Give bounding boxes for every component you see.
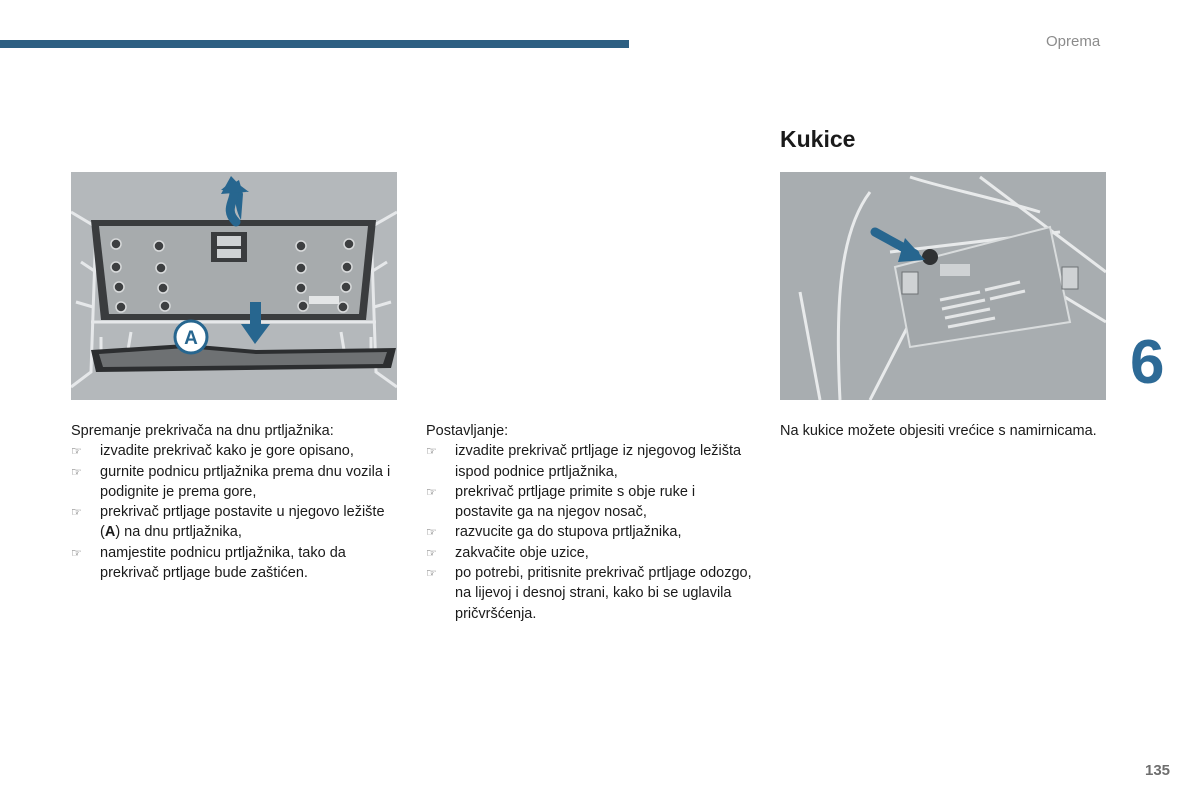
text-column-storage [71,421,401,583]
bullet-hand-icon: ☞ [426,545,437,560]
bullet-hand-icon: ☞ [426,484,437,499]
chapter-number: 6 [1130,328,1165,397]
bullet-hand-icon: ☞ [71,464,82,479]
list-item: ☞ izvadite prekrivač prtljage iz njegovog ležišta ispod podnice prtljažnika, [426,443,742,480]
installation-steps [426,441,756,624]
list-item: ☞ po potrebi, pritisnite prekrivač prtljage odozgo, na lijevoj i desnoj strani, kako bi se uglavila pričvršćenja. [426,565,752,622]
bullet-hand-icon: ☞ [426,566,437,581]
text-column-hooks [780,421,1110,441]
header-accent-bar [0,40,629,48]
storage-steps [71,441,401,583]
list-item: ☞ prekrivač prtljage postavite u njegovo ležište (A) na dnu prtljažnika, [71,504,385,541]
section-title: Oprema [1046,33,1101,50]
list-item: ☞ izvadite prekrivač kako je gore opisano, [71,441,401,461]
storage-intro: Spremanje prekrivača na dnu prtljažnika: [71,423,334,439]
text-column-installation [426,421,756,624]
list-item: ☞ zakvačite obje uzice, [426,543,756,563]
bullet-hand-icon: ☞ [71,444,82,459]
list-item: ☞ prekrivač prtljage primite s obje ruke i postavite ga na njegov nosač, [426,483,696,521]
trunk-hook-illustration [780,172,1106,400]
trunk-floor-illustration [71,172,397,400]
list-item: ☞ razvucite ga do stupova prtljažnika, [426,522,756,542]
callout-label-a: A [184,328,198,349]
installation-intro: Postavljanje: [426,423,509,439]
page-number: 135 [1145,762,1171,779]
bullet-hand-icon: ☞ [71,505,82,520]
hooks-description: Na kukice možete objesiti vrećice s namirnicama. [780,423,1097,439]
bullet-hand-icon: ☞ [426,444,437,459]
bullet-hand-icon: ☞ [426,525,437,540]
list-item: ☞ gurnite podnicu prtljažnika prema dnu vozila i podignite je prema gore, [71,463,391,500]
bullet-hand-icon: ☞ [71,545,82,560]
list-item: ☞ namjestite podnicu prtljažnika, tako da prekrivač prtljage bude zaštićen. [71,544,346,582]
section-heading: Kukice [780,126,856,152]
